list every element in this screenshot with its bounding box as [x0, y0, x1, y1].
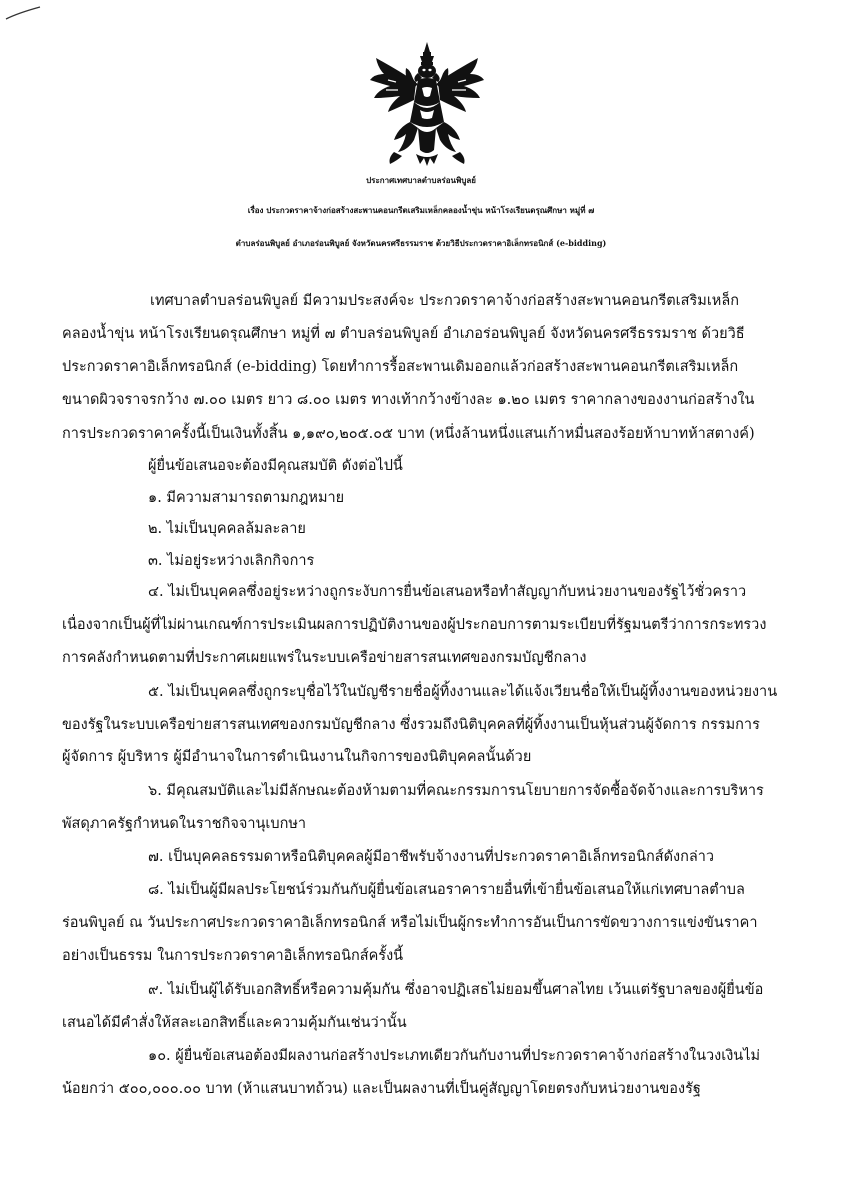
qualification-item: ๙. ไม่เป็นผู้ได้รับเอกสิทธิ์หรือความคุ้มกัน ซึ่งอาจปฏิเสธไม่ยอมขึ้นศาลไทย เว้นแต่รัฐบาลของผู้ยื่นข้อ: [148, 982, 764, 998]
garuda-emblem-icon: [368, 40, 486, 168]
qualification-item: ๘. ไม่เป็นผู้มีผลประโยชน์ร่วมกันกับผู้ยื่นข้อเสนอราคารายอื่นที่เข้ายื่นข้อเสนอให้แก่เทศบาลตำบล: [148, 882, 745, 898]
qualification-item: ๑. มีความสามารถตามกฎหมาย: [148, 490, 345, 506]
qualification-item: ๑๐. ผู้ยื่นข้อเสนอต้องมีผลงานก่อสร้างประเภทเดียวกันกับงานที่ประกวดราคาจ้างก่อสร้างในวงเงินไม่: [148, 1048, 761, 1064]
qualification-item: ๒. ไม่เป็นบุคคลล้มละลาย: [148, 521, 306, 537]
paragraph1-line: การประกวดราคาครั้งนี้เป็นเงินทั้งสิ้น ๑,๑๙๐,๒๐๕.๐๕ บาท (หนึ่งล้านหนึ่งแสนเก้าหมื่นสองร้อยห้าบาทห้าสตางค์): [62, 426, 755, 442]
qualification-item: ๖. มีคุณสมบัติและไม่มีลักษณะต้องห้ามตามที่คณะกรรมการนโยบายการจัดซื้อจัดจ้างและการบริหาร: [148, 783, 764, 799]
qualification-item-continuation: พัสดุภาครัฐกำหนดในราชกิจจานุเบกษา: [62, 816, 307, 832]
qualification-item-continuation: อย่างเป็นธรรม ในการประกวดราคาอิเล็กทรอนิกส์ครั้งนี้: [62, 948, 404, 964]
subject-line-1: เรื่อง ประกวดราคาจ้างก่อสร้างสะพานคอนกรีตเสริมเหล็กคลองน้ำขุ่น หน้าโรงเรียนดรุณศึกษา หมู่ที่ ๗: [247, 205, 595, 215]
qualification-item-continuation: น้อยกว่า ๕๐๐,๐๐๐.๐๐ บาท (ห้าแสนบาทถ้วน) และเป็นผลงานที่เป็นคู่สัญญาโดยตรงกับหน่วยงานของรัฐ: [62, 1081, 701, 1097]
paragraph1-line: ขนาดผิวจราจรกว้าง ๗.๐๐ เมตร ยาว ๘.๐๐ เมตร ทางเท้ากว้างข้างละ ๑.๒๐ เมตร ราคากลางของงานก่อสร้างใน: [62, 392, 755, 408]
qualification-item: ๔. ไม่เป็นบุคคลซึ่งอยู่ระหว่างถูกระงับการยื่นข้อเสนอหรือทำสัญญากับหน่วยงานของรัฐไว้ชั่วคราว: [148, 584, 747, 600]
scan-mark: [4, 4, 44, 22]
page-title: ประกาศเทศบาลตำบลร่อนพิบูลย์: [366, 175, 476, 185]
qualification-item: ๓. ไม่อยู่ระหว่างเลิกกิจการ: [148, 553, 315, 569]
qualification-item: ๗. เป็นบุคคลธรรมดาหรือนิติบุคคลผู้มีอาชีพรับจ้างงานที่ประกวดราคาอิเล็กทรอนิกส์ดังกล่าว: [148, 849, 715, 865]
qualification-item-continuation: เนื่องจากเป็นผู้ที่ไม่ผ่านเกณฑ์การประเมินผลการปฏิบัติงานของผู้ประกอบการตามระเบียบที่รัฐมนตรีว่าการกระทรวง: [62, 617, 767, 633]
qualification-item-continuation: ของรัฐในระบบเครือข่ายสารสนเทศของกรมบัญชีกลาง ซึ่งรวมถึงนิติบุคคลที่ผู้ทิ้งงานเป็นหุ้นส่วนผู้จัดการ กรรมการ: [62, 717, 760, 733]
subject-line-2: ตำบลร่อนพิบูลย์ อำเภอร่อนพิบูลย์ จังหวัดนครศรีธรรมราช ด้วยวิธีประกวดราคาอิเล็กทรอนิกส์ (e-bidding): [235, 238, 607, 248]
qualification-item: ๕. ไม่เป็นบุคคลซึ่งถูกระบุชื่อไว้ในบัญชีรายชื่อผู้ทิ้งงานและได้แจ้งเวียนชื่อให้เป็นผู้ทิ้งงานของหน่วยงาน: [148, 684, 778, 700]
qualification-item-continuation: ร่อนพิบูลย์ ณ วันประกาศประกวดราคาอิเล็กทรอนิกส์ หรือไม่เป็นผู้กระทำการอันเป็นการขัดขวางการแข่งขันราคา: [62, 915, 758, 931]
qualifications-intro: ผู้ยื่นข้อเสนอจะต้องมีคุณสมบัติ ดังต่อไปนี้: [148, 458, 403, 474]
qualification-item-continuation: การคลังกำหนดตามที่ประกาศเผยแพร่ในระบบเครือข่ายสารสนเทศของกรมบัญชีกลาง: [62, 650, 587, 666]
paragraph1-line: ประกวดราคาอิเล็กทรอนิกส์ (e-bidding) โดยทำการรื้อสะพานเดิมออกแล้วก่อสร้างสะพานคอนกรีตเสริมเหล็ก: [62, 359, 739, 375]
paragraph1-line: เทศบาลตำบลร่อนพิบูลย์ มีความประสงค์จะ ประกวดราคาจ้างก่อสร้างสะพานคอนกรีตเสริมเหล็ก: [150, 293, 740, 309]
qualification-item-continuation: ผู้จัดการ ผู้บริหาร ผู้มีอำนาจในการดำเนินงานในกิจการของนิติบุคคลนั้นด้วย: [62, 749, 532, 765]
qualification-item-continuation: เสนอได้มีคำสั่งให้สละเอกสิทธิ์และความคุ้มกันเช่นว่านั้น: [62, 1015, 407, 1031]
paragraph1-line: คลองน้ำขุ่น หน้าโรงเรียนดรุณศึกษา หมู่ที่ ๗ ตำบลร่อนพิบูลย์ อำเภอร่อนพิบูลย์ จังหวัดนครศรีธรรมราช ด้วยวิธี: [62, 326, 745, 342]
